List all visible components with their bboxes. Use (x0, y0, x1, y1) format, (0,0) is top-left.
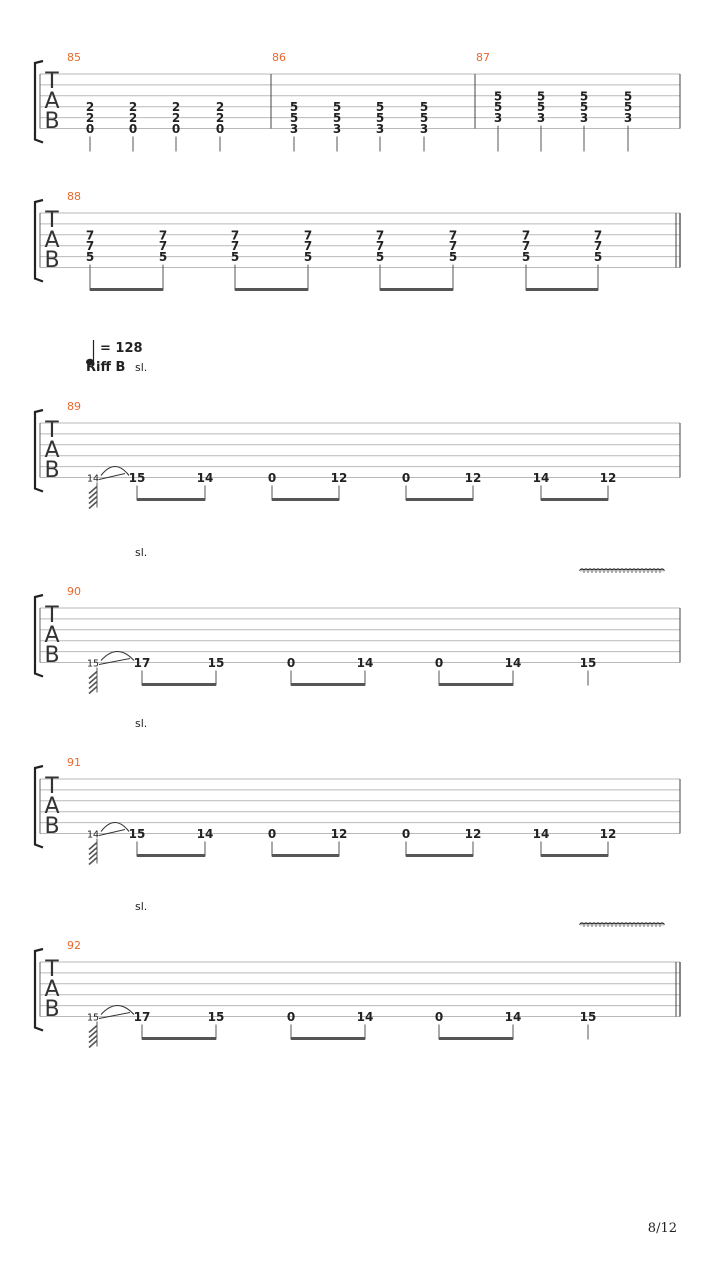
fret-number: 5 (158, 250, 168, 265)
fret-number: 5 (303, 250, 313, 265)
slide-line (99, 474, 125, 480)
fret-number: 7 (521, 239, 531, 254)
fret-number: 12 (599, 471, 617, 485)
tempo-value: = 128 (100, 341, 143, 356)
measure-number: 90 (67, 585, 81, 598)
system-bracket (35, 595, 43, 677)
fret-number: 2 (128, 111, 138, 126)
fret-number: 7 (375, 228, 385, 243)
fret-number: 0 (434, 656, 444, 670)
fret-number: 0 (286, 1010, 296, 1024)
fret-number: 0 (267, 827, 277, 841)
fret-number: 0 (85, 122, 95, 136)
fret-number: 0 (401, 471, 411, 485)
fret-number: 14 (356, 1010, 374, 1024)
measure-number: 92 (67, 939, 81, 952)
measure-number: 86 (272, 51, 286, 64)
section-label: Riff B (86, 360, 126, 375)
fret-number: 15 (207, 656, 225, 670)
slur-arc (101, 823, 129, 832)
fret-number: 3 (375, 122, 385, 136)
fret-number: 7 (85, 228, 95, 243)
fret-number: 12 (464, 471, 482, 485)
fret-number: 12 (330, 827, 348, 841)
fret-number: 12 (464, 827, 482, 841)
grace-fret: 14 (86, 473, 100, 485)
fret-number: 5 (579, 100, 589, 115)
slide-line (99, 659, 130, 665)
slide-label: sl. (135, 361, 148, 374)
fret-number: 0 (286, 656, 296, 670)
grace-fret: 14 (86, 829, 100, 841)
fret-number: 5 (289, 100, 299, 115)
tab-clef-letter: T (45, 208, 59, 233)
fret-number: 14 (196, 471, 214, 485)
measure-number: 88 (67, 190, 81, 203)
slide-label: sl. (135, 900, 148, 913)
grace-note (89, 483, 97, 509)
fret-number: 7 (593, 228, 603, 243)
fret-number: 5 (419, 111, 429, 126)
fret-number: 5 (230, 250, 240, 265)
fret-number: 17 (133, 656, 151, 670)
tab-clef-letter: T (45, 69, 59, 94)
tab-clef-letter: T (45, 603, 59, 628)
slide-line (99, 1013, 130, 1019)
tab-clef-letter: B (44, 643, 60, 668)
fret-number: 7 (85, 239, 95, 254)
fret-number: 7 (448, 239, 458, 254)
fret-number: 0 (171, 122, 181, 136)
fret-number: 2 (85, 111, 95, 126)
system-bracket (35, 766, 43, 848)
tab-clef-letter: T (45, 774, 59, 799)
slur-arc (101, 467, 129, 476)
fret-number: 2 (215, 100, 225, 115)
fret-number: 3 (536, 111, 546, 126)
fret-number: 15 (128, 471, 146, 485)
fret-number: 7 (230, 239, 240, 254)
fret-number: 5 (85, 250, 95, 265)
fret-number: 0 (215, 122, 225, 136)
fret-number: 17 (133, 1010, 151, 1024)
fret-number: 15 (128, 827, 146, 841)
fret-number: 15 (207, 1010, 225, 1024)
tab-clef-letter: B (44, 458, 60, 483)
fret-number: 14 (532, 827, 550, 841)
fret-number: 5 (448, 250, 458, 265)
fret-number: 5 (332, 111, 342, 126)
fret-number: 2 (85, 100, 95, 115)
fret-number: 14 (504, 656, 522, 670)
tab-clef-letter: A (44, 794, 60, 819)
fret-number: 2 (215, 111, 225, 126)
fret-number: 14 (532, 471, 550, 485)
fret-number: 5 (375, 111, 385, 126)
fret-number: 0 (128, 122, 138, 136)
fret-number: 5 (623, 89, 633, 104)
fret-number: 14 (356, 656, 374, 670)
fret-number: 3 (623, 111, 633, 126)
fret-number: 3 (579, 111, 589, 126)
fret-number: 5 (289, 111, 299, 126)
fret-number: 7 (158, 228, 168, 243)
fret-number: 5 (521, 250, 531, 265)
fret-number: 0 (434, 1010, 444, 1024)
fret-number: 7 (230, 228, 240, 243)
tab-clef-letter: A (44, 623, 60, 648)
tab-clef-letter: B (44, 109, 60, 134)
measure-number: 87 (476, 51, 490, 64)
fret-number: 7 (303, 228, 313, 243)
slide-label: sl. (135, 546, 148, 559)
fret-number: 7 (375, 239, 385, 254)
tab-clef-letter: A (44, 89, 60, 114)
tab-clef-letter: A (44, 977, 60, 1002)
fret-number: 15 (579, 1010, 597, 1024)
fret-number: 2 (171, 100, 181, 115)
grace-fret: 15 (86, 1012, 100, 1024)
fret-number: 5 (579, 89, 589, 104)
fret-number: 3 (332, 122, 342, 136)
fret-number: 2 (171, 111, 181, 126)
fret-number: 3 (493, 111, 503, 126)
slide-line (99, 830, 125, 836)
fret-number: 14 (504, 1010, 522, 1024)
fret-number: 7 (593, 239, 603, 254)
system-bracket (35, 61, 43, 143)
page-number: 8/12 (647, 1221, 677, 1236)
grace-note (89, 839, 97, 865)
fret-number: 0 (401, 827, 411, 841)
fret-number: 3 (419, 122, 429, 136)
slide-label: sl. (135, 717, 148, 730)
grace-note (89, 668, 97, 694)
measure-number: 91 (67, 756, 81, 769)
fret-number: 0 (267, 471, 277, 485)
fret-number: 3 (289, 122, 299, 136)
tab-staff (35, 200, 680, 282)
tab-clef-letter: T (45, 957, 59, 982)
fret-number: 7 (158, 239, 168, 254)
tab-clef-letter: T (45, 418, 59, 443)
fret-number: 2 (128, 100, 138, 115)
grace-note (89, 1022, 97, 1048)
tab-clef-letter: A (44, 228, 60, 253)
fret-number: 5 (419, 100, 429, 115)
fret-number: 7 (448, 228, 458, 243)
fret-number: 12 (330, 471, 348, 485)
fret-number: 14 (196, 827, 214, 841)
fret-number: 5 (375, 100, 385, 115)
tab-clef-letter: B (44, 248, 60, 273)
fret-number: 5 (493, 100, 503, 115)
tab-clef-letter: B (44, 814, 60, 839)
fret-number: 5 (493, 89, 503, 104)
grace-fret: 15 (86, 658, 100, 670)
fret-number: 12 (599, 827, 617, 841)
fret-number: 15 (579, 656, 597, 670)
fret-number: 5 (536, 100, 546, 115)
fret-number: 5 (332, 100, 342, 115)
system-bracket (35, 410, 43, 492)
fret-number: 7 (303, 239, 313, 254)
fret-number: 5 (375, 250, 385, 265)
system-bracket (35, 200, 43, 282)
fret-number: 5 (623, 100, 633, 115)
tab-clef-letter: A (44, 438, 60, 463)
tab-clef-letter: B (44, 997, 60, 1022)
fret-number: 5 (593, 250, 603, 265)
fret-number: 5 (536, 89, 546, 104)
measure-number: 85 (67, 51, 81, 64)
measure-number: 89 (67, 400, 81, 413)
system-bracket (35, 949, 43, 1031)
fret-number: 7 (521, 228, 531, 243)
